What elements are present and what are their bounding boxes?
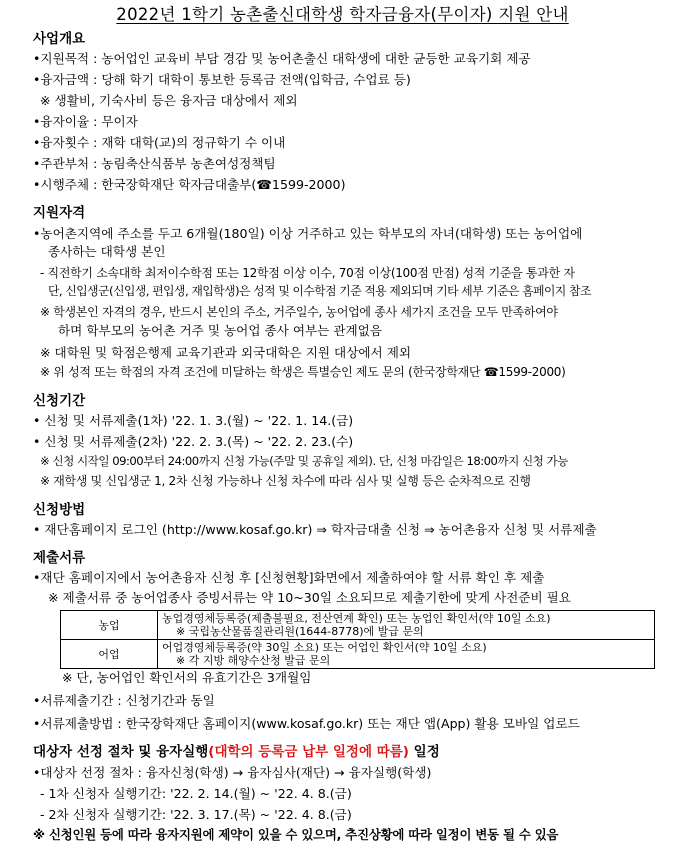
section-heading-eligibility: 지원자격 <box>33 205 86 221</box>
documents-period: •서류제출기간 : 신청기간과 동일 <box>33 693 215 708</box>
selection-heading-b: 일정 <box>408 744 440 760</box>
table-cell-type: 농업 <box>61 611 158 640</box>
documents-table <box>60 610 655 669</box>
section-heading-method: 신청방법 <box>33 502 86 518</box>
table-cell-detail <box>158 640 655 669</box>
eligibility-line-7: ※ 대학원 및 학점은행제 교육기관과 외국대학은 지원 대상에서 제외 <box>40 345 412 360</box>
period-round-2: • 신청 및 서류제출(2차) '22. 2. 3.(목) ~ '22. 2. 23.(수) <box>33 434 354 449</box>
page-title <box>0 4 685 26</box>
documents-line-1: •재단 홈페이지에서 농어촌융자 신청 후 [신청현황]화면에서 제출하여야 할 서류 확인 후 제출 <box>33 570 545 585</box>
eligibility-line-5: ※ 학생본인 자격의 경우, 반드시 본인의 주소, 거주일수, 농어업에 종사 세가지 조건을 모두 만족하여야 <box>40 305 558 319</box>
documents-method: •서류제출방법 : 한국장학재단 홈페이지(www.kosaf.go.kr) 또는 재단 앱(App) 활용 모바일 업로드 <box>33 716 580 731</box>
method-line: • 재단홈페이지 로그인 (http://www.kosaf.go.kr) ⇒ 학자금대출 신청 ⇒ 농어촌융자 신청 및 서류제출 <box>33 522 597 537</box>
eligibility-line-2: 종사하는 대학생 본인 <box>48 244 166 259</box>
section-heading-overview: 사업개요 <box>33 31 86 47</box>
overview-count: •융자횟수 : 재학 대학(교)의 정규학기 수 이내 <box>33 135 286 150</box>
section-heading-period: 신청기간 <box>33 393 86 409</box>
documents-note-2: ※ 단, 농어업인 확인서의 유효기간은 3개월임 <box>62 670 312 685</box>
table-detail-line: 어업경영체등록증(약 30일 소요) 또는 어업인 확인서(약 10일 소요) <box>162 641 487 654</box>
table-detail-line: 농업경영체등록증(제출불필요, 전산연계 확인) 또는 농업인 확인서(약 10일 소요) <box>162 612 551 625</box>
table-detail-note: ※ 국립농산물품질관리원(1644-8778)에 발급 문의 <box>176 625 424 638</box>
overview-amount-note: ※ 생활비, 기숙사비 등은 융자금 대상에서 제외 <box>40 93 298 108</box>
selection-round-1: - 1차 신청자 실행기간: '22. 2. 14.(월) ~ '22. 4. 8.(금) <box>40 786 352 801</box>
period-note-1: ※ 신청 시작일 09:00부터 24:00까지 신청 가능(주말 및 공휴일 제외). 단, 신청 마감일은 18:00까지 신청 가능 <box>40 454 568 468</box>
table-cell-type: 어업 <box>61 640 158 669</box>
eligibility-line-8: ※ 위 성적 또는 학점의 자격 조건에 미달하는 학생은 특별승인 제도 문의 (한국장학재단 ☎1599-2000) <box>40 365 566 379</box>
table-row <box>61 611 655 640</box>
section-heading-documents: 제출서류 <box>33 550 86 566</box>
period-round-1: • 신청 및 서류제출(1차) '22. 1. 3.(월) ~ '22. 1. 14.(금) <box>33 413 354 428</box>
selection-heading-a: 대상자 선정 절차 및 융자실행 <box>33 744 209 760</box>
page-title-text: 2022년 1학기 농촌출신대학생 학자금융자(무이자) 지원 안내 <box>116 5 569 24</box>
eligibility-line-1: •농어촌지역에 주소를 두고 6개월(180일) 이상 거주하고 있는 학부모의 자녀(대학생) 또는 농어업에 <box>33 226 583 241</box>
table-row <box>61 640 655 669</box>
eligibility-line-3: - 직전학기 소속대학 최저이수학점 또는 12학점 이상 이수, 70점 이상(100점 만점) 성적 기준을 통과한 자 <box>40 266 575 280</box>
selection-heading-red: (대학의 등록금 납부 일정에 따름) <box>208 744 409 760</box>
selection-round-2: - 2차 신청자 실행기간: '22. 3. 17.(목) ~ '22. 4. 8.(금) <box>40 807 352 822</box>
selection-process: •대상자 선정 절차 : 융자신청(학생) → 융자심사(재단) → 융자실행(학생) <box>33 765 432 780</box>
selection-note: ※ 신청인원 등에 따라 융자지원에 제약이 있을 수 있으며, 추진상황에 따라 일정이 변동 될 수 있음 <box>33 827 559 842</box>
documents-note-1: ※ 제출서류 중 농어업종사 증빙서류는 약 10~30일 소요되므로 제출기한에 맞게 사전준비 필요 <box>48 590 571 605</box>
overview-rate: •융자이율 : 무이자 <box>33 114 138 129</box>
eligibility-line-6: 하며 학부모의 농어촌 거주 및 농어업 종사 여부는 관계없음 <box>58 323 382 338</box>
table-detail-note: ※ 각 지방 해양수산청 발급 문의 <box>176 654 331 667</box>
section-heading-selection <box>33 743 440 761</box>
overview-amount: •융자금액 : 당해 학기 대학이 통보한 등록금 전액(입학금, 수업료 등) <box>33 72 411 87</box>
table-cell-detail <box>158 611 655 640</box>
overview-ministry: •주관부처 : 농림축산식품부 농촌여성정책팀 <box>33 156 276 171</box>
overview-purpose: •지원목적 : 농어업인 교육비 부담 경감 및 농어촌출신 대학생에 대한 균등한 교육기회 제공 <box>33 51 531 66</box>
period-note-2: ※ 재학생 및 신입생군 1, 2차 신청 가능하나 신청 차수에 따라 심사 및 실행 등은 순차적으로 진행 <box>40 474 531 488</box>
eligibility-line-4: 단, 신입생군(신입생, 편입생, 재입학생)은 성적 및 이수학점 기준 적용 제외되며 기타 세부 기준은 홈페이지 참조 <box>48 284 591 298</box>
overview-operator: •시행주체 : 한국장학재단 학자금대출부(☎1599-2000) <box>33 177 346 192</box>
